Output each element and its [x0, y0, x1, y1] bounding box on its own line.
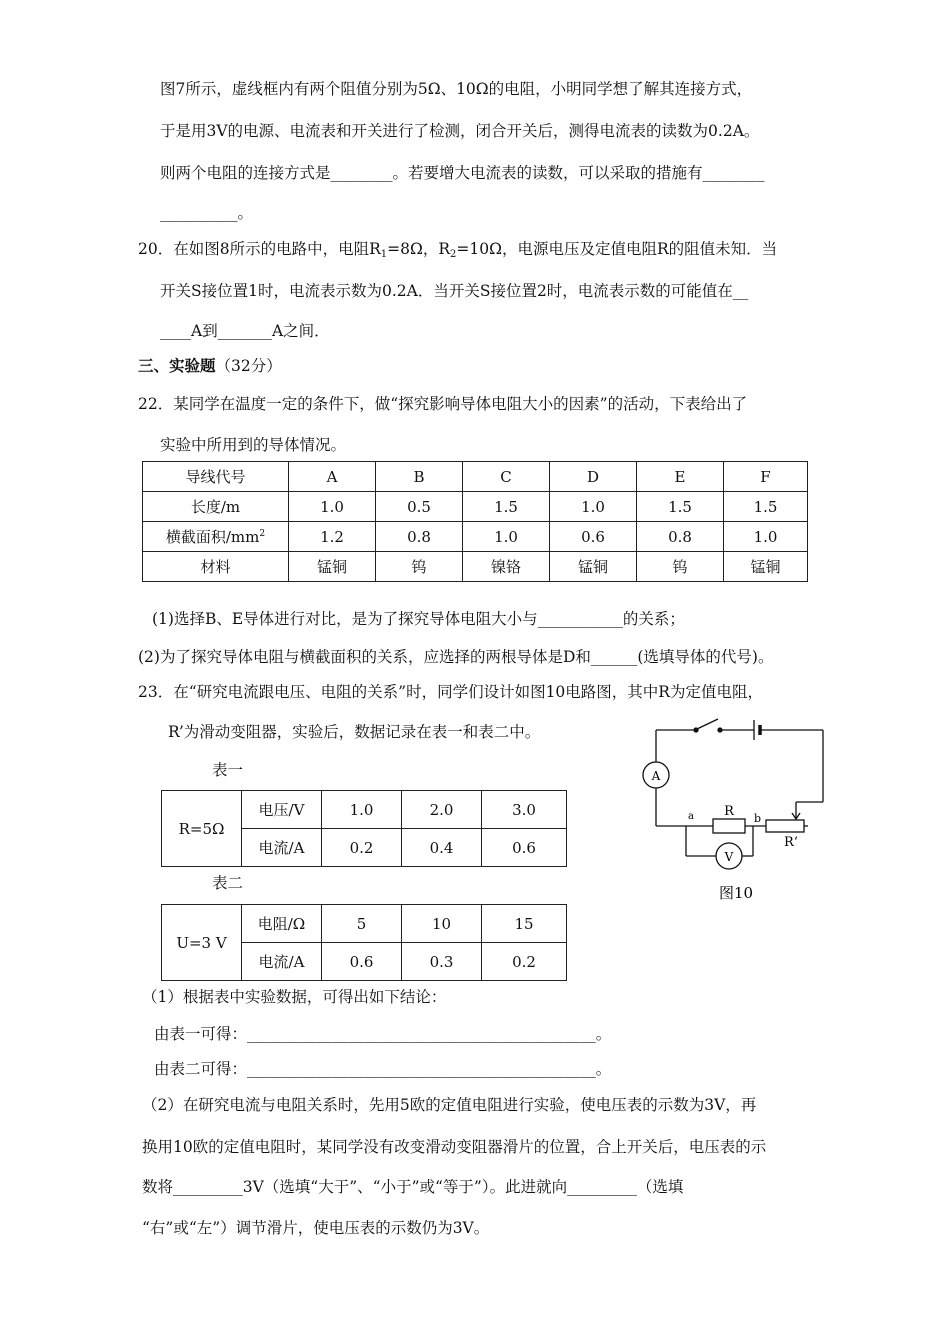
conclusion-1: 由表一可得：_____________________________________________。 [154, 1025, 612, 1043]
q23-part-2-line-4: “右”或“左”）调节滑片，使电压表的示数仍为3V。 [142, 1219, 490, 1237]
q22-line-1: 22．某同学在温度一定的条件下，做“探究影响导体电阻大小的因素”的活动，下表给出了 [138, 395, 748, 413]
svg-text:a: a [688, 811, 694, 822]
table-row: 横截面积$/mm^2$ 1.2 0.8 1.0 0.6 0.8 1.0 [143, 522, 808, 552]
table-one [161, 790, 567, 867]
table-row: 电流/A 0.2 0.4 0.6 [162, 829, 567, 867]
conductor-table [142, 461, 808, 582]
switch-icon [697, 719, 718, 729]
q23-part-2-line-1: （2）在研究电流与电阻关系时，先用5欧的定值电阻进行实验，使电压表的示数为3V，再 [142, 1096, 757, 1114]
table2-title: 表二 [212, 874, 244, 892]
table-row: U=3 V 电阻/Ω 5 10 15 [162, 905, 567, 943]
q19-line-2: 于是用3V的电源、电流表和开关进行了检测，闭合开关后，测得电流表的读数为0.2A。 [160, 122, 760, 140]
q20-line-2: 开关S接位置1时，电流表示数为0.2A．当开关S接位置2时，电流表示数的可能值在__ [160, 282, 749, 300]
table-row: 长度/m 1.0 0.5 1.5 1.0 1.5 1.5 [143, 492, 808, 522]
q20-line-1: 20．在如图8所示的电路中，电阻$R_1=8\Omega$，$R_2=10\Omega$，电源电压及定值电阻R的阻值未知．当 [138, 240, 778, 260]
q19-line-3: 则两个电阻的连接方式是________。若要增大电流表的读数，可以采取的措施有________ [160, 164, 765, 182]
q19-line-1: 图7所示，虚线框内有两个阻值分别为5Ω、10Ω的电阻，小明同学想了解其连接方式， [160, 80, 753, 98]
table1-title: 表一 [212, 761, 244, 779]
svg-text:R‘: R‘ [784, 835, 798, 850]
svg-text:A: A [651, 769, 661, 783]
table-row: 材料 锰铜 钨 镍铬 锰铜 钨 锰铜 [143, 552, 808, 582]
table-two [161, 904, 567, 981]
q23-part-2-line-2: 换用10欧的定值电阻时，某同学没有改变滑动变阻器滑片的位置，合上开关后，电压表的示 [142, 1138, 767, 1156]
q23-line-2: R’为滑动变阻器，实验后，数据记录在表一和表二中。 [168, 723, 541, 741]
q22-sub-2: (2)为了探究导体电阻与横截面积的关系，应选择的两根导体是D和______(选填导体的代号)。 [138, 648, 774, 666]
table-row: 电流/A 0.6 0.3 0.2 [162, 943, 567, 981]
q23-part-1: （1）根据表中实验数据，可得出如下结论： [142, 988, 447, 1006]
rheostat-icon [766, 820, 804, 832]
circuit-diagram [636, 718, 836, 908]
q23-part-2-line-3: 数将_________3V（选填“大于”、“小于”或“等于”）。此进就向_________（选填 [142, 1178, 684, 1196]
figure-caption: 图10 [718, 884, 754, 902]
table-row: 导线代号 A B C D E F [143, 462, 808, 492]
q20-line-3: ____A到_______A之间． [160, 322, 330, 340]
q22-line-2: 实验中所用到的导体情况。 [160, 436, 347, 454]
conclusion-2: 由表二可得：_____________________________________________。 [154, 1060, 612, 1078]
table-row: R=5Ω 电压/V 1.0 2.0 3.0 [162, 791, 567, 829]
resistor-icon [713, 819, 745, 833]
svg-text:R: R [724, 804, 734, 819]
svg-text:V: V [724, 850, 734, 864]
svg-text:b: b [754, 812, 762, 825]
q19-line-4: __________。 [160, 204, 254, 222]
q23-line-1: 23．在“研究电流跟电压、电阻的关系”时，同学们设计如图10电路图，其中R为定值电阻， [138, 683, 763, 701]
section-title: 三、实验题（32分） [138, 356, 282, 375]
q22-sub-1: (1)选择B、E导体进行对比，是为了探究导体电阻大小与___________的关系； [152, 610, 685, 628]
